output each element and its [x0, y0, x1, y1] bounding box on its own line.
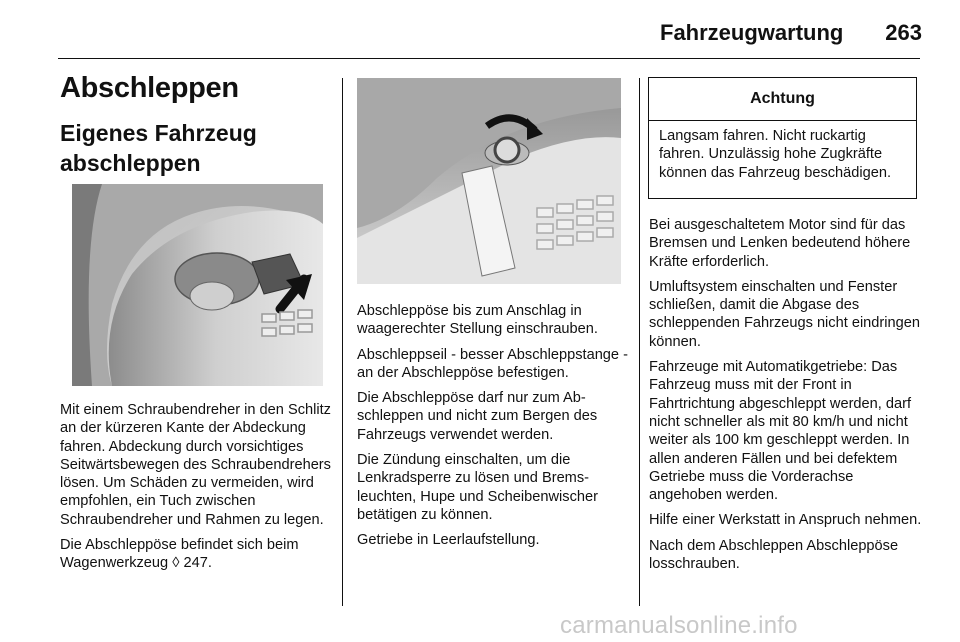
col2-paragraph-3: Die Abschleppöse darf nur zum Abschleppen und nicht zum Bergen des Fahrzeugs verwendet werden. — [357, 390, 598, 443]
col2-paragraph-2: Abschleppseil - besser Abschleppstange - an der Abschleppöse befestigen. — [357, 346, 628, 381]
page-number: 263 — [885, 20, 922, 45]
warning-text: Langsam fahren. Nicht ruckartig fahren. Unzulässig hohe Zugkräfte können das Fahrzeug beschädigen. — [659, 128, 892, 181]
col1-paragraph-1: Mit einem Schraubendreher in den Schlitz an der kürzeren Kante der Abdeckung fahren. Abdeckung durch vorsichtiges Seitwärtsbewegen des Schraubendrehers lösen. Um Schäden zu vermeiden, wird empfohlen, ein Tuch zwischen Schraubendreher und Rahmen zu legen. — [60, 402, 331, 528]
subsection-title: Eigenes Fahrzeug abschleppen — [60, 120, 257, 176]
watermark: carmanualsonline.info — [560, 612, 798, 639]
col1-paragraph-2: Die Abschleppöse befindet sich beim Wagenwerkzeug ◊ 247. — [60, 537, 299, 572]
header-title: Fahrzeugwartung — [660, 20, 844, 45]
col3-paragraph-5: Nach dem Abschleppen Abschleppöse losschrauben. — [649, 537, 899, 573]
col2-paragraph-1: Abschleppöse bis zum Anschlag in waagerechter Stellung einschrauben. — [357, 303, 598, 338]
col2-paragraph-5: Getriebe in Leerlaufstellung. — [357, 532, 540, 549]
column-divider-right — [639, 78, 640, 606]
col3-paragraph-4: Hilfe einer Werkstatt in Anspruch nehmen. — [649, 512, 922, 529]
col2-paragraph-4: Die Zündung einschalten, um die Lenkradsperre zu lösen und Bremsleuchten, Hupe und Scheibenwischer betätigen zu können. — [357, 452, 598, 523]
figure-bumper-cover — [72, 184, 323, 386]
col3-paragraph-3: Fahrzeuge mit Automatikgetriebe: Das Fahrzeug muss mit der Front in Fahrtrichtung abgeschleppt werden, darf nicht schneller als mit 80 km/h und nicht weiter als 100 km geschleppt werden. In allen anderen Fällen und bei defektem Getriebe muss die Vorderachse angehoben werden. — [649, 359, 912, 504]
figure-towing-eye — [357, 78, 621, 284]
warning-title: Achtung — [649, 78, 916, 121]
col3-paragraph-1: Bei ausgeschaltetem Motor sind für das Bremsen und Lenken bedeutend höhere Kräfte erforderlich. — [649, 217, 911, 270]
column-divider-left — [342, 78, 343, 606]
section-title: Abschleppen — [60, 72, 239, 104]
col3-paragraph-2: Umluftsystem einschalten und Fenster schließen, damit die Abgase des schleppenden Fahrzeugs nicht eindringen können. — [649, 278, 920, 350]
header-rule — [58, 58, 920, 59]
warning-box — [648, 77, 917, 199]
